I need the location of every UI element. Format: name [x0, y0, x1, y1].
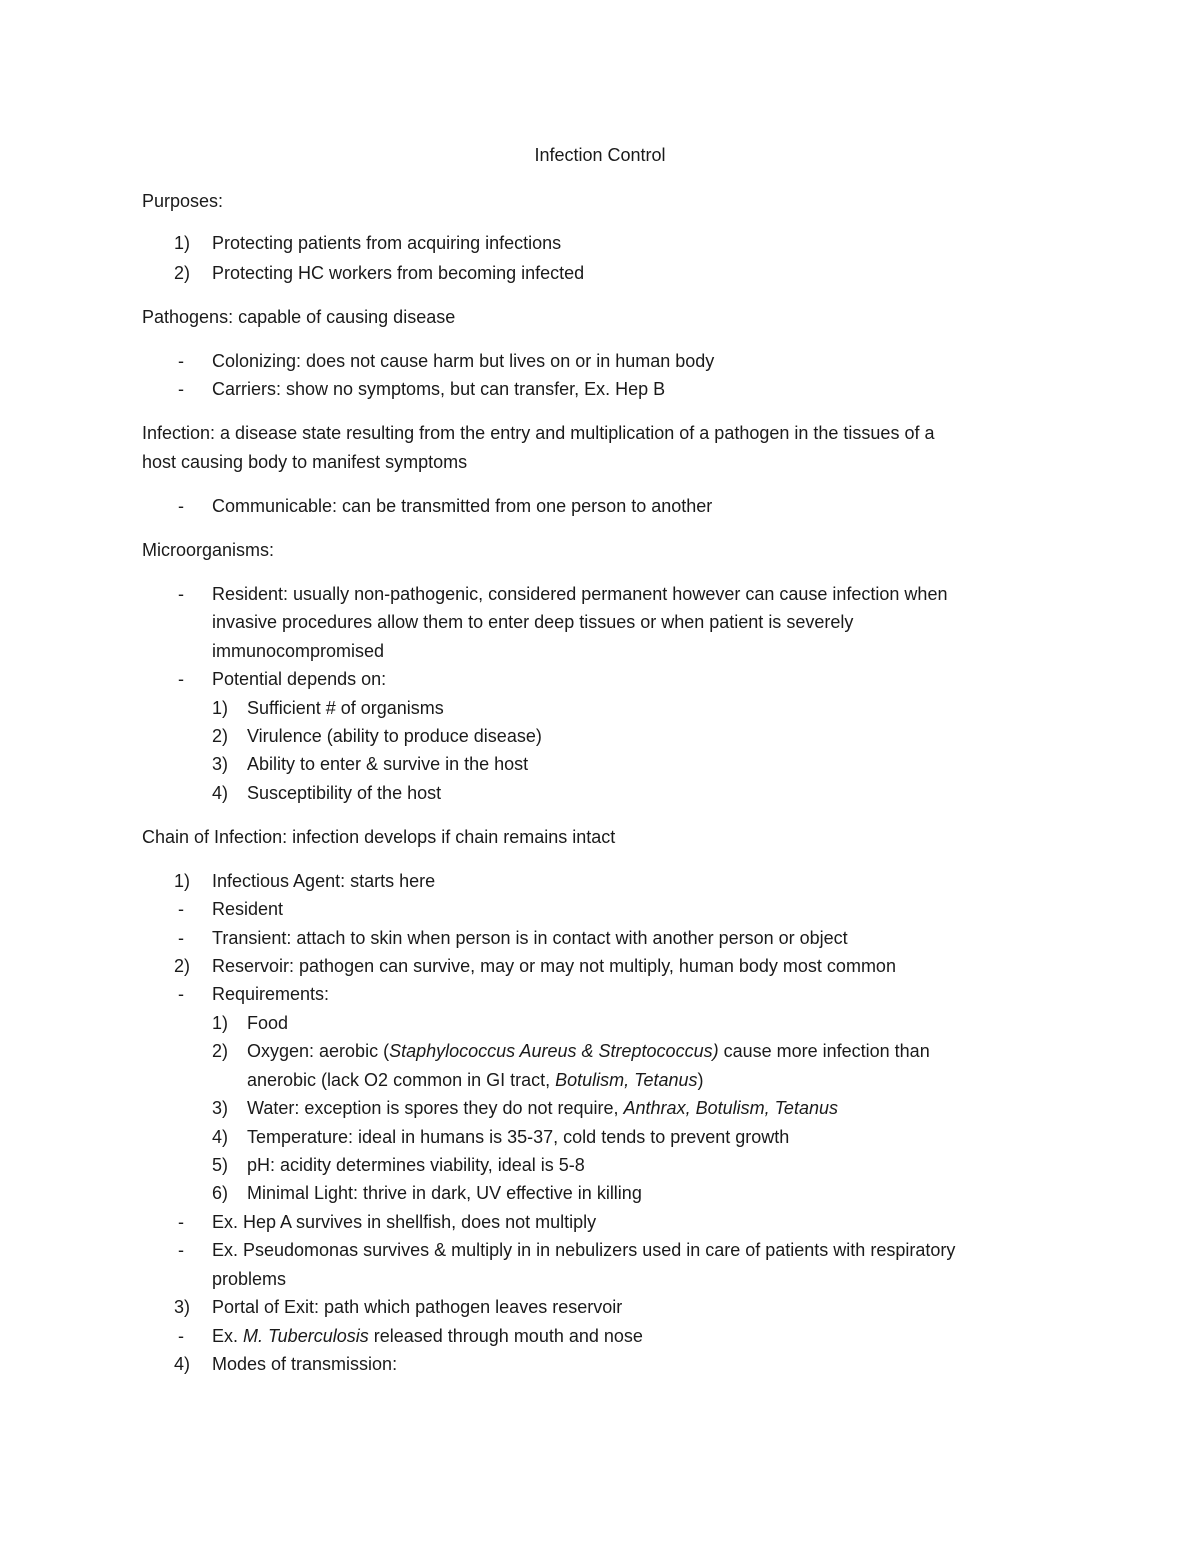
list-item-text: Virulence (ability to produce disease)	[247, 726, 542, 746]
section-heading-chain: Chain of Infection: infection develops if chain remains intact	[142, 827, 616, 847]
list-marker: 2)	[212, 726, 229, 746]
paragraph-infection-line: host causing body to manifest symptoms	[142, 452, 468, 472]
list-marker: 1)	[212, 1013, 229, 1033]
list-item-text: Communicable: can be transmitted from one person to another	[212, 496, 713, 516]
list-item-text: Carriers: show no symptoms, but can transfer, Ex. Hep B	[212, 379, 666, 399]
section-heading-purposes: Purposes:	[142, 191, 224, 211]
list-item-text: Water: exception is spores they do not require, Anthrax, Botulism, Tetanus	[247, 1098, 838, 1118]
list-marker: -	[178, 928, 184, 948]
list-item-continuation: invasive procedures allow them to enter deep tissues or when patient is severely	[212, 612, 854, 632]
list-marker: 1)	[174, 871, 191, 891]
list-marker: 2)	[174, 956, 191, 976]
list-marker: -	[178, 379, 184, 399]
list-marker: -	[178, 496, 184, 516]
list-item-text: Ability to enter & survive in the host	[247, 754, 529, 774]
list-marker: 4)	[174, 1354, 191, 1374]
list-item-text: Protecting patients from acquiring infections	[212, 233, 562, 253]
list-marker: 3)	[212, 1098, 229, 1118]
list-item-text: Susceptibility of the host	[247, 783, 442, 803]
list-item-text: Ex. Pseudomonas survives & multiply in in nebulizers used in care of patients with respiratory	[212, 1240, 956, 1260]
list-marker: 6)	[212, 1183, 229, 1203]
list-item-text: pH: acidity determines viability, ideal is 5-8	[247, 1155, 585, 1175]
list-marker: 3)	[212, 754, 229, 774]
list-item-text: Infectious Agent: starts here	[212, 871, 436, 891]
list-item-text: Ex. M. Tuberculosis released through mouth and nose	[212, 1326, 643, 1346]
list-item-text: Modes of transmission:	[212, 1354, 398, 1374]
list-marker: 1)	[212, 698, 229, 718]
list-marker: 2)	[174, 263, 191, 283]
list-item-text: Temperature: ideal in humans is 35-37, cold tends to prevent growth	[247, 1127, 790, 1147]
list-marker: -	[178, 584, 184, 604]
paragraph-infection-line: Infection: a disease state resulting from the entry and multiplication of a pathogen in the tissues of a	[142, 423, 935, 443]
list-marker: 3)	[174, 1297, 191, 1317]
list-item-text: Sufficient # of organisms	[247, 698, 444, 718]
list-item-text: Resident: usually non-pathogenic, considered permanent however can cause infection when	[212, 584, 948, 604]
list-item-text: Minimal Light: thrive in dark, UV effective in killing	[247, 1183, 642, 1203]
list-item-text: Reservoir: pathogen can survive, may or may not multiply, human body most common	[212, 956, 896, 976]
list-marker: -	[178, 899, 184, 919]
list-marker: 1)	[174, 233, 191, 253]
list-item-text: Ex. Hep A survives in shellfish, does not multiply	[212, 1212, 597, 1232]
list-item-continuation: anerobic (lack O2 common in GI tract, Botulism, Tetanus)	[247, 1070, 704, 1090]
list-marker: -	[178, 1326, 184, 1346]
list-item-text: Portal of Exit: path which pathogen leaves reservoir	[212, 1297, 623, 1317]
list-item-text: Resident	[212, 899, 284, 919]
list-item-text: Transient: attach to skin when person is in contact with another person or object	[212, 928, 848, 948]
list-item-continuation: immunocompromised	[212, 641, 385, 661]
list-marker: 4)	[212, 783, 229, 803]
list-marker: -	[178, 351, 184, 371]
list-marker: -	[178, 1212, 184, 1232]
section-heading-microorganisms: Microorganisms:	[142, 540, 275, 560]
document-title: Infection Control	[534, 145, 666, 165]
list-marker: 5)	[212, 1155, 229, 1175]
list-marker: -	[178, 984, 184, 1004]
list-marker: 4)	[212, 1127, 229, 1147]
section-heading-pathogens: Pathogens: capable of causing disease	[142, 307, 456, 327]
list-marker: -	[178, 669, 184, 689]
list-item-continuation: problems	[212, 1269, 287, 1289]
list-item-text: Requirements:	[212, 984, 330, 1004]
list-item-text: Food	[247, 1013, 289, 1033]
list-item-text: Colonizing: does not cause harm but lives on or in human body	[212, 351, 715, 371]
list-marker: 2)	[212, 1041, 229, 1061]
list-item-text: Oxygen: aerobic (Staphylococcus Aureus & Streptococcus) cause more infection than	[247, 1041, 930, 1061]
list-item-text: Protecting HC workers from becoming infected	[212, 263, 585, 283]
list-item-text: Potential depends on:	[212, 669, 387, 689]
list-marker: -	[178, 1240, 184, 1260]
